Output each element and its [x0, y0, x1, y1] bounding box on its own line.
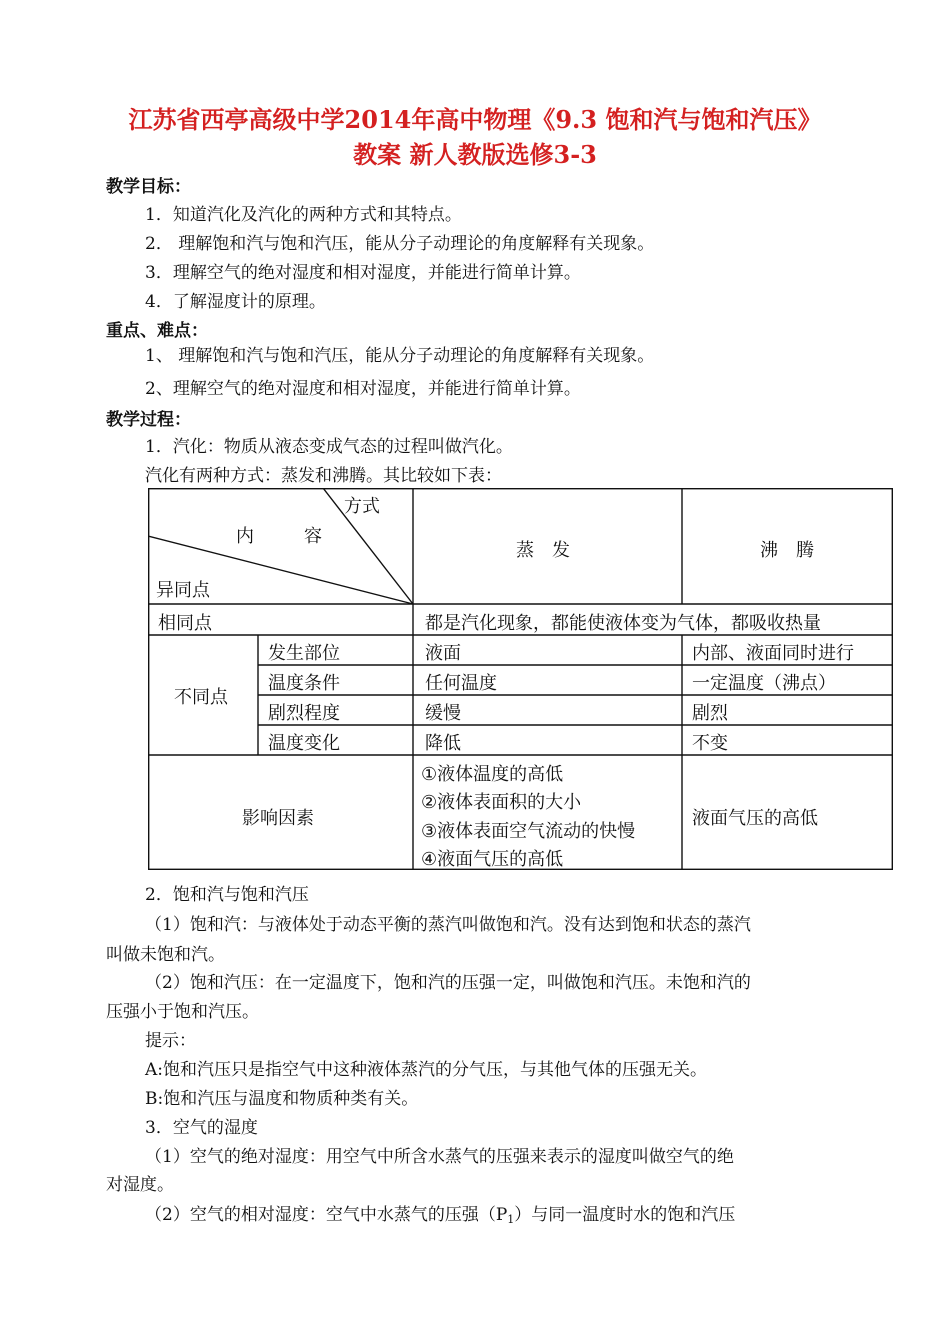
- section2-paragraph: 压强小于饱和汽压。: [106, 1002, 259, 1022]
- document-title-line1: 江苏省西亭高级中学2014年高中物理《9.3 饱和汽与饱和汽压》: [128, 105, 822, 134]
- comparison-table: [148, 488, 893, 870]
- factor-boiling: 液面气压的高低: [692, 808, 818, 829]
- factor-evaporation: ①液体温度的高低: [421, 764, 564, 785]
- row-boiling: 一定温度（沸点）: [692, 673, 836, 694]
- goal-item: 4．了解湿度计的原理。: [145, 292, 326, 312]
- column-header-boiling: 沸 腾: [760, 540, 814, 561]
- row-evaporation: 缓慢: [425, 703, 461, 724]
- goals-heading: 教学目标：: [106, 177, 191, 197]
- row-aspect: 发生部位: [268, 643, 340, 664]
- row-boiling: 不变: [692, 733, 728, 754]
- goal-item: 1．知道汽化及汽化的两种方式和其特点。: [145, 205, 462, 225]
- row-boiling: 内部、液面同时进行: [692, 643, 854, 664]
- row-evaporation: 降低: [425, 733, 461, 754]
- goal-item: 3．理解空气的绝对湿度和相对湿度，并能进行简单计算。: [145, 263, 581, 283]
- key-point-item: 2、理解空气的绝对湿度和相对湿度，并能进行简单计算。: [145, 379, 581, 399]
- section3-p2-pre: （2）空气的相对湿度：空气中水蒸气的压强（P: [145, 1205, 508, 1225]
- tip-heading: 提示：: [145, 1031, 196, 1051]
- same-text: 都是汽化现象，都能使液体变为气体，都吸收热量: [425, 613, 821, 634]
- same-label: 相同点: [158, 613, 212, 634]
- factor-evaporation: ④液面气压的高低: [421, 849, 564, 870]
- row-aspect: 温度变化: [268, 733, 340, 754]
- row-boiling: 剧烈: [692, 703, 728, 724]
- key-points-heading: 重点、难点：: [106, 321, 208, 341]
- corner-label-content-a: 内: [236, 526, 254, 547]
- section2-title: 2．饱和汽与饱和汽压: [145, 885, 309, 905]
- section3-paragraph: 对湿度。: [106, 1175, 174, 1195]
- section3-paragraph: （1）空气的绝对湿度：用空气中所含水蒸气的压强来表示的湿度叫做空气的绝: [145, 1147, 734, 1167]
- section3-paragraph: [145, 1200, 735, 1226]
- process-heading: 教学过程：: [106, 410, 191, 430]
- section2-paragraph: （2）饱和汽压：在一定温度下，饱和汽的压强一定，叫做饱和汽压。未饱和汽的: [145, 973, 751, 993]
- diff-label: 不同点: [174, 687, 228, 708]
- section2-paragraph: （1）饱和汽：与液体处于动态平衡的蒸汽叫做饱和汽。没有达到饱和状态的蒸汽: [145, 915, 751, 935]
- factor-evaporation: ②液体表面积的大小: [421, 792, 582, 813]
- factor-evaporation: ③液体表面空气流动的快慢: [421, 821, 636, 842]
- corner-label-method: 方式: [344, 496, 380, 517]
- process-paragraph: 汽化有两种方式：蒸发和沸腾。其比较如下表：: [145, 466, 502, 486]
- row-evaporation: 任何温度: [425, 673, 497, 694]
- tip-a: A:饱和汽压只是指空气中这种液体蒸汽的分气压，与其他气体的压强无关。: [145, 1060, 708, 1080]
- section3-p2-post: ）与同一温度时水的饱和汽压: [514, 1205, 736, 1225]
- factors-label: 影响因素: [242, 808, 314, 829]
- process-paragraph: 1．汽化：物质从液态变成气态的过程叫做汽化。: [145, 437, 513, 457]
- key-point-item: 1、 理解饱和汽与饱和汽压，能从分子动理论的角度解释有关现象。: [145, 346, 655, 366]
- row-evaporation: 液面: [425, 643, 461, 664]
- corner-label-content-b: 容: [304, 526, 322, 547]
- corner-label-diff-same: 异同点: [156, 580, 210, 601]
- row-aspect: 剧烈程度: [268, 703, 340, 724]
- document-title-line2: 教案 新人教版选修3-3: [353, 140, 597, 169]
- column-header-evaporation: 蒸 发: [516, 540, 570, 561]
- row-aspect: 温度条件: [268, 673, 340, 694]
- tip-b: B:饱和汽压与温度和物质种类有关。: [145, 1089, 419, 1109]
- section3-title: 3．空气的湿度: [145, 1118, 258, 1138]
- section3-p2-sub: 1: [507, 1213, 515, 1226]
- section2-paragraph: 叫做未饱和汽。: [106, 945, 225, 965]
- goal-item: 2． 理解饱和汽与饱和汽压，能从分子动理论的角度解释有关现象。: [145, 234, 655, 254]
